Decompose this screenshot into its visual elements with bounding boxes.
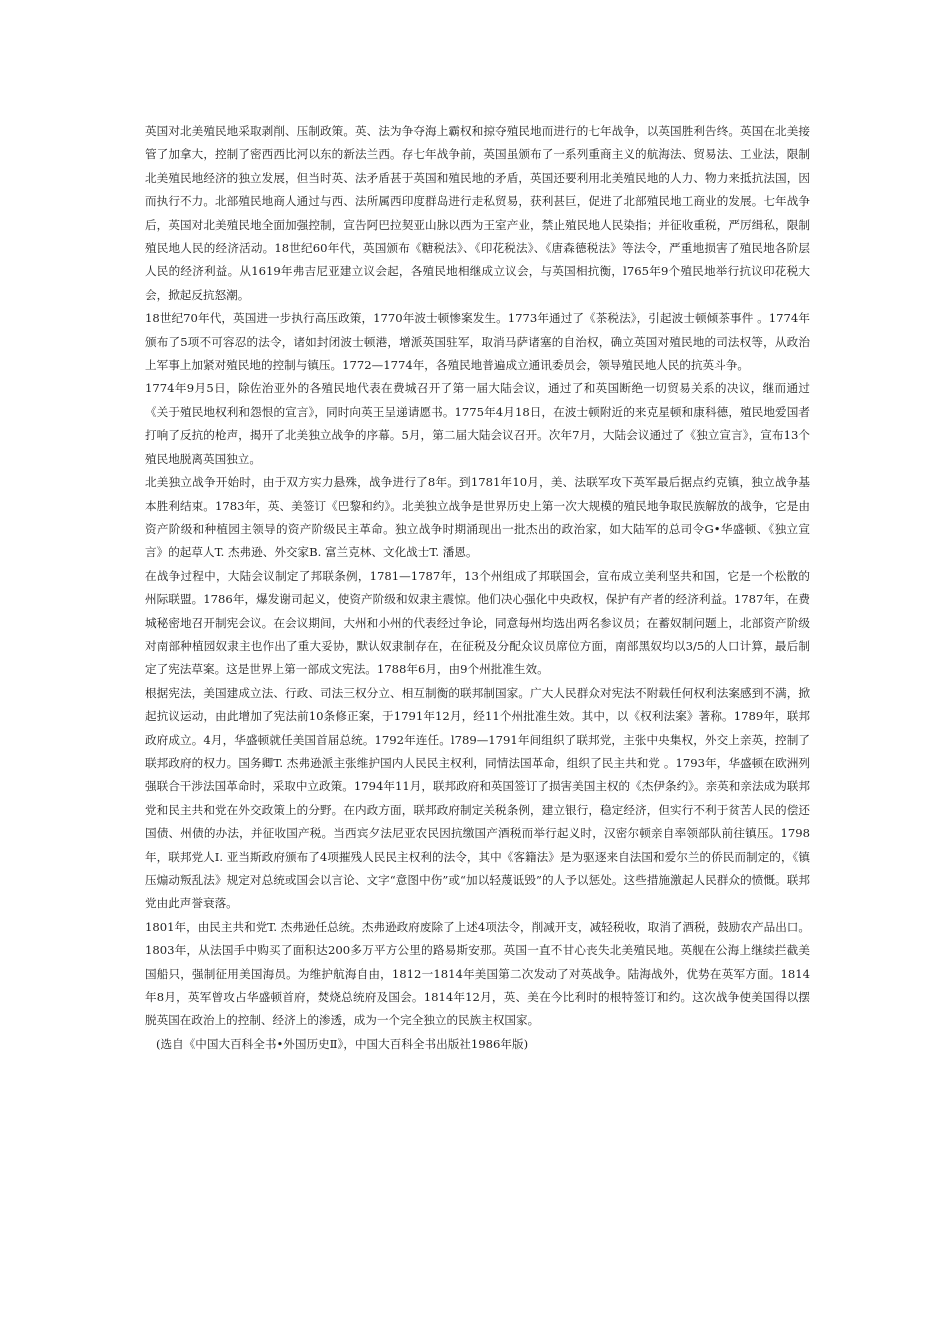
paragraph-seven-years-war: 英国对北美殖民地采取剥削、压制政策。英、法为争夺海上霸权和掠夺殖民地而进行的七年战争，以英国胜利告终。英国在北美接管了加拿大，控制了密西西比河以东的新法兰西。存七年战争前，英国虽颁布了一系列重商主义的航海法、贸易法、工业法，限制北美殖民地经济的独立发展，但当时英、法矛盾甚于英国和殖民地的矛盾，英国还要利用北美殖民地的人力、物力来抵抗法国，因而执行不力。北部殖民地商人通过与西、法所属西印度群岛进行走私贸易，获利甚巨，促进了北部殖民地工商业的发展。七年战争后，英国对北美殖民地全面加强控制，宣告阿巴拉契亚山脉以西为王室产业，禁止殖民地人民染指；并征收重税，严厉缉私，限制殖民地人民的经济活动。18世纪60年代，英国颁布《糖税法》、《印花税法》、《唐森德税法》等法令，严重地损害了殖民地各阶层人民的经济利益。从1619年弗吉尼亚建立议会起，各殖民地相继成立议会，与英国相抗衡，l765年9个殖民地举行抗议印花税大会，掀起反抗怒潮。 xyxy=(145,124,810,302)
paragraph-federal-government: 根据宪法，美国建成立法、行政、司法三权分立、相互制衡的联邦制国家。广大人民群众对宪法不附载任何权利法案感到不满，掀起抗议运动，由此增加了宪法前10条修正案，于1791年12月，经11个州批准生效。其中，以《权利法案》著称。1789年，联邦政府成立。4月，华盛顿就任美国首届总统。1792年连任。l789—1791年间组织了联邦党，主张中央集权，外交上亲英，控制了联邦政府的权力。国务卿T. 杰弗逊派主张维护国内人民民主权利，同情法国革命，组织了民主共和党 。1793年，华盛顿在欧洲列强联合干涉法国革命时，采取中立政策。1794年11月，联邦政府和英国签订了损害美国主权的《杰伊条约》。亲英和亲法成为联邦党和民主共和党在外交政策上的分野。在内政方面，联邦政府制定关税条例，建立银行，稳定经济，但实行不利于贫苦人民的偿还国债、州债的办法，并征收国产税。当西宾夕法尼亚农民因抗缴国产酒税而举行起义时，汉密尔顿亲自率领部队前往镇压。1798年，联邦党人I. 亚当斯政府颁布了4项摧残人民民主权利的法令，其中《客籍法》是为驱逐来自法国和爱尔兰的侨民而制定的，《镇压煽动叛乱法》规定对总统或国会以言论、文字“意图中伤”或“加以轻蔑诋毁”的人予以惩处。这些措施激起人民群众的愤慨。联邦党由此声誉衰落。 xyxy=(145,685,810,911)
paragraph-1770s-policy: 18世纪70年代，英国进一步执行高压政策，1770年波士顿惨案发生。1773年通过了《茶税法》，引起波士顿倾茶事件 。1774年颁布了5项不可容忍的法令，诸如封闭波士顿港，增派英国驻军，取消马萨诸塞的自治权，确立英国对殖民地的司法权等，从政治上军事上加紧对殖民地的控制与镇压。1772—1774年，各殖民地普遍成立通讯委员会，领导殖民地人民的抗英斗争。 xyxy=(145,311,810,373)
paragraph-constitution: 在战争过程中，大陆会议制定了邦联条例，1781—1787年，13个州组成了邦联国会，宣布成立美利坚共和国，它是一个松散的州际联盟。1786年，爆发谢司起义，使资产阶级和奴隶主震惊。他们决心强化中央政权，保护有产者的经济利益。1787年，在费城秘密地召开制宪会议。在会议期间，大州和小州的代表经过争论，同意每州均选出两名参议员；在蓄奴制问题上，北部资产阶级对南部种植园奴隶主也作出了重大妥协，默认奴隶制存在，在征税及分配众议员席位方面，南部黑奴均以3/5的人口计算，最后制定了宪法草案。这是世界上第一部成文宪法。1788年6月，由9个州批准生效。 xyxy=(145,568,810,677)
paragraph-war-of-independence: 北美独立战争开始时，由于双方实力悬殊，战争进行了8年。到1781年10月，美、法联军攻下英军最后据点约克镇，独立战争基本胜利结束。1783年，英、美签订《巴黎和约》。北美独立战争是世界历史上第一次大规模的殖民地争取民族解放的战争，它是由资产阶级和种植园主领导的资产阶级民主革命。独立战争时期涌现出一批杰出的政治家，如大陆军的总司令G•华盛顿、《独立宣言》的起草人T. 杰弗逊、外交家B. 富兰克林、文化战士T. 潘恩。 xyxy=(145,475,810,560)
source-citation: (选自《中国大百科全书•外国历史Ⅱ》，中国大百科全书出版社1986年版) xyxy=(156,1036,529,1051)
paragraph-war-of-1812: 1801年，由民主共和党T. 杰弗逊任总统。杰弗逊政府废除了上述4项法令，削减开支，减轻税收，取消了酒税，鼓励农产品出口。1803年，从法国手中购买了面积达200多万平方公里的路易斯安那。英国一直不甘心丧失北美殖民地。英舰在公海上继续拦截美国船只，强制征用美国海员。为维护航海自由，1812一1814年美国第二次发动了对英战争。陆海战外，优势在英军方面。1814年8月，英军曾攻占华盛顿首府，焚烧总统府及国会。1814年12月，英、美在今比利时的根特签订和约。这次战争使美国得以摆脱英国在政治上的控制、经济上的渗透，成为一个完全独立的民族主权国家。 xyxy=(145,919,810,1028)
document-body xyxy=(145,120,810,1056)
paragraph-continental-congress: 1774年9月5日，除佐治亚外的各殖民地代表在费城召开了第一届大陆会议，通过了和英国断绝一切贸易关系的决议，继而通过《关于殖民地权利和怨恨的宣言》，同时向英王呈递请愿书。1775年4月18日，在波士顿附近的来克星顿和康科德，殖民地爱国者打响了反抗的枪声，揭开了北美独立战争的序幕。5月，第二届大陆会议召开。次年7月，大陆会议通过了《独立宣言》，宣布13个殖民地脱离英国独立。 xyxy=(145,381,810,466)
